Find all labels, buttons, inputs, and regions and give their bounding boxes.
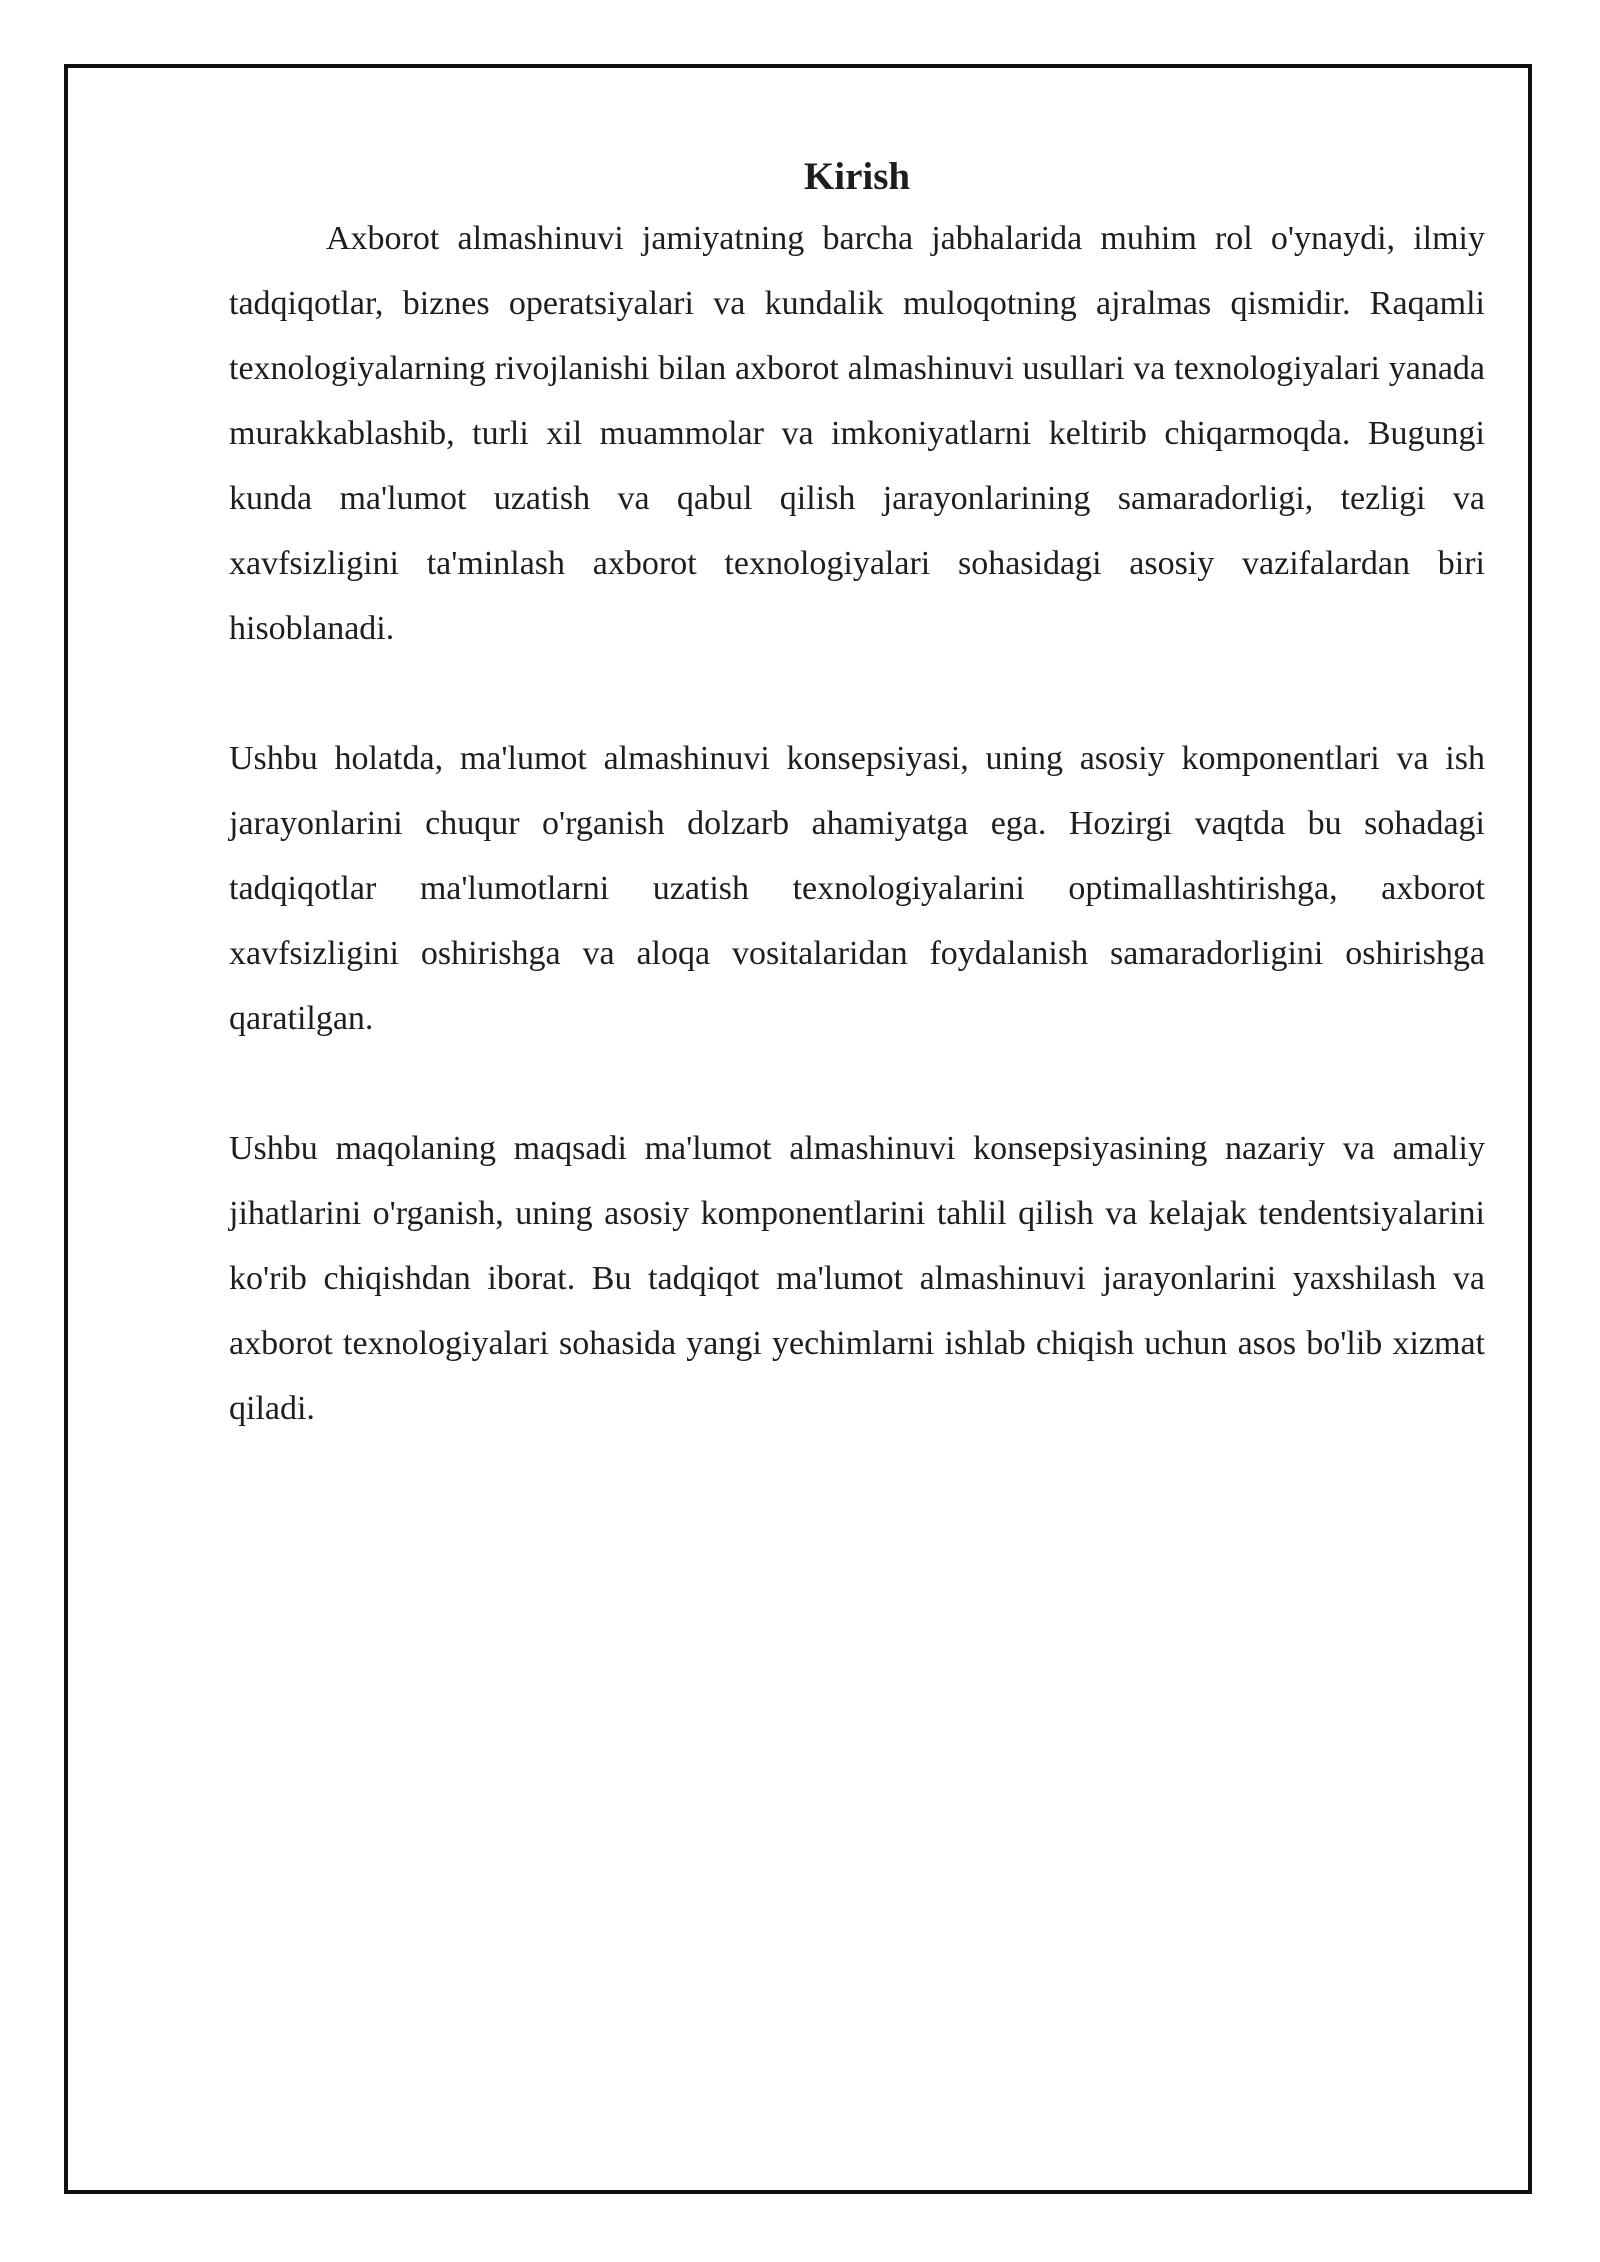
document-body	[229, 148, 1485, 1441]
document-title: Kirish	[803, 155, 911, 198]
paragraph-aim: Ushbu maqolaning maqsadi ma'lumot almashinuvi konsepsiyasining nazariy va amaliy jihatlarini o'rganish, uning asosiy komponentlarini tahlil qilish va kelajak tendentsiyalarini ko'rib chiqishdan iborat. Bu tadqiqot ma'lumot almashinuvi jarayonlarini yaxshilash va axborot texnologiyalari sohasida yangi yechimlarni ishlab chiqish uchun asos bo'lib xizmat qiladi.	[229, 1130, 1485, 1427]
paragraph-intro: Axborot almashinuvi jamiyatning barcha jabhalarida muhim rol o'ynaydi, ilmiy tadqiqotlar, biznes operatsiyalari va kundalik muloqotning ajralmas qismidir. Raqamli texnologiyalarning rivojlanishi bilan axborot almashinuvi usullari va texnologiyalari yanada murakkablashib, turli xil muammolar va imkoniyatlarni keltirib chiqarmoqda. Bugungi kunda ma'lumot uzatish va qabul qilish jarayonlarining samaradorligi, tezligi va xavfsizligini ta'minlash axborot texnologiyalari sohasidagi asosiy vazifalardan biri hisoblanadi.	[229, 220, 1485, 647]
paragraph-context: Ushbu holatda, ma'lumot almashinuvi konsepsiyasi, uning asosiy komponentlari va ish jarayonlarini chuqur o'rganish dolzarb ahamiyatga ega. Hozirgi vaqtda bu sohadagi tadqiqotlar ma'lumotlarni uzatish texnologiyalarini optimallashtirishga, axborot xavfsizligini oshirishga va aloqa vositalaridan foydalanish samaradorligini oshirishga qaratilgan.	[229, 740, 1485, 1037]
